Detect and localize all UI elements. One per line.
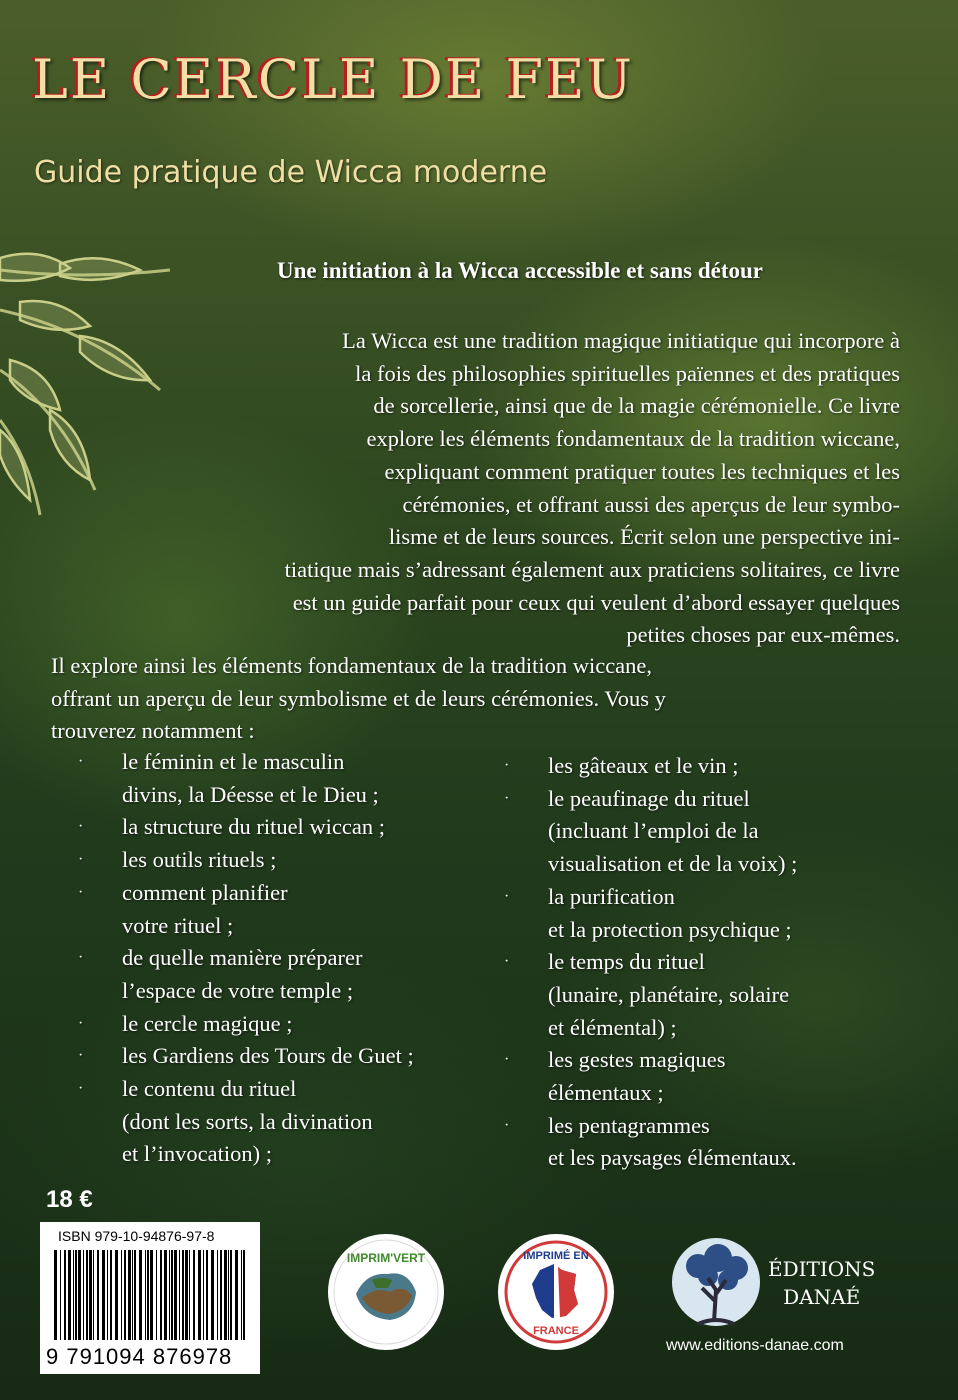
description-paragraph: [60, 325, 900, 652]
bullet-icon: ·: [78, 851, 84, 869]
imprim-vert-logo: [326, 1232, 446, 1352]
description-line: est un guide parfait pour ceux qui veulent d’abord essayer quelques: [292, 589, 900, 615]
imprim-vert-label: IMPRIM'VERT: [346, 1251, 426, 1265]
bullet-icon: ·: [78, 949, 84, 967]
bullet-icon: ·: [78, 818, 84, 836]
bullet-icon: ·: [78, 883, 84, 901]
list-item-text: la structure du rituel wiccan ;: [122, 814, 386, 840]
list-item: [52, 877, 492, 942]
description-line: la fois des philosophies spirituelles païennes et des pratiques: [355, 360, 900, 386]
intro-line: trouverez notamment :: [51, 718, 255, 744]
list-item: [52, 1008, 492, 1041]
list-item-text: le peaufinage du rituel (incluant l’emploi de la visualisation et de la voix) ;: [548, 785, 798, 877]
list-item-text: le temps du rituel (lunaire, planétaire, solaire et élémental) ;: [548, 949, 790, 1040]
list-item: [52, 1040, 492, 1073]
price: 18 €: [46, 1186, 93, 1213]
france-label: FRANCE: [533, 1325, 579, 1337]
description-line: cérémonies, et offrant aussi des aperçus de leur symbo-: [402, 491, 900, 517]
list-item-text: la purification et la protection psychique ;: [548, 883, 792, 942]
description-line: expliquant comment pratiquer toutes les techniques et les: [384, 458, 900, 484]
tree-icon: [668, 1232, 764, 1332]
list-item: [478, 783, 918, 881]
list-item-text: le féminin et le masculin divins, la Déesse et le Dieu ;: [122, 749, 379, 807]
list-item: [52, 811, 492, 844]
list-item-text: les Gardiens des Tours de Guet ;: [122, 1043, 414, 1069]
book-title: LE CERCLE DE FEU: [32, 48, 634, 111]
list-item: [52, 942, 492, 1007]
tagline: Une initiation à la Wicca accessible et sans détour: [277, 258, 763, 283]
description-line: petites choses par eux-mêmes.: [626, 622, 900, 648]
bullet-icon: ·: [504, 757, 510, 774]
description-line: tiatique mais s’adressant également aux praticiens solitaires, ce livre: [284, 556, 900, 582]
isbn-label: ISBN 979-10-94876-97-8: [58, 1228, 215, 1244]
list-item-text: les outils rituels ;: [122, 847, 277, 873]
list-item: [478, 881, 918, 946]
bullet-icon: ·: [504, 953, 510, 971]
description-line: La Wicca est une tradition magique initiatique qui incorpore à: [342, 328, 900, 353]
list-item: [478, 946, 918, 1044]
list-item: [52, 746, 492, 811]
bullet-icon: ·: [78, 1014, 84, 1032]
list-item-text: le cercle magique ;: [122, 1010, 293, 1036]
bullet-icon: ·: [78, 753, 84, 770]
list-item-text: le contenu du rituel (dont les sorts, la divination et l’invocation) ;: [122, 1076, 373, 1167]
topics-list-left: [52, 746, 492, 1171]
description-line: de sorcellerie, ainsi que de la magie cérémonielle. Ce livre: [373, 393, 900, 419]
imprime-en-label: IMPRIMÉ EN: [523, 1250, 589, 1262]
bullet-icon: ·: [504, 789, 510, 807]
book-subtitle: Guide pratique de Wicca moderne: [34, 155, 548, 190]
bullet-icon: ·: [504, 1051, 510, 1069]
list-item-text: les pentagrammes et les paysages élémentaux.: [548, 1112, 797, 1171]
bullet-icon: ·: [504, 887, 510, 905]
list-item: [478, 1110, 918, 1175]
list-item-text: les gestes magiques élémentaux ;: [548, 1047, 726, 1106]
list-item-text: les gâteaux et le vin ;: [548, 753, 739, 778]
barcode-icon: [50, 1250, 250, 1344]
bullet-icon: ·: [78, 1047, 84, 1065]
barcode-digits: 9 791094 876978: [46, 1344, 233, 1369]
bullet-icon: ·: [78, 1080, 84, 1098]
publisher-name-line1: ÉDITIONS: [768, 1257, 876, 1281]
list-item: [478, 1044, 918, 1109]
list-item-text: comment planifier votre rituel ;: [122, 879, 288, 938]
barcode-block: [40, 1222, 260, 1374]
topics-list-right: [478, 750, 918, 1175]
list-item-text: de quelle manière préparer l’espace de votre temple ;: [122, 945, 363, 1003]
publisher-url: www.editions-danae.com: [666, 1337, 844, 1354]
publisher-name: [768, 1255, 875, 1311]
intro-line: offrant un aperçu de leur symbolisme et de leurs cérémonies. Vous y: [51, 685, 666, 711]
list-item: [52, 1073, 492, 1171]
imprime-en-france-logo: [496, 1232, 616, 1352]
description-line: lisme et de leurs sources. Écrit selon une perspective ini-: [388, 524, 900, 550]
intro-paragraph: [51, 650, 911, 748]
list-item: [478, 750, 918, 783]
list-item: [52, 844, 492, 877]
description-line: explore les éléments fondamentaux de la tradition wiccane,: [366, 426, 900, 452]
publisher-name-line2: DANAÉ: [783, 1285, 861, 1309]
intro-line: Il explore ainsi les éléments fondamentaux de la tradition wiccane,: [51, 653, 653, 678]
bullet-icon: ·: [504, 1116, 510, 1134]
